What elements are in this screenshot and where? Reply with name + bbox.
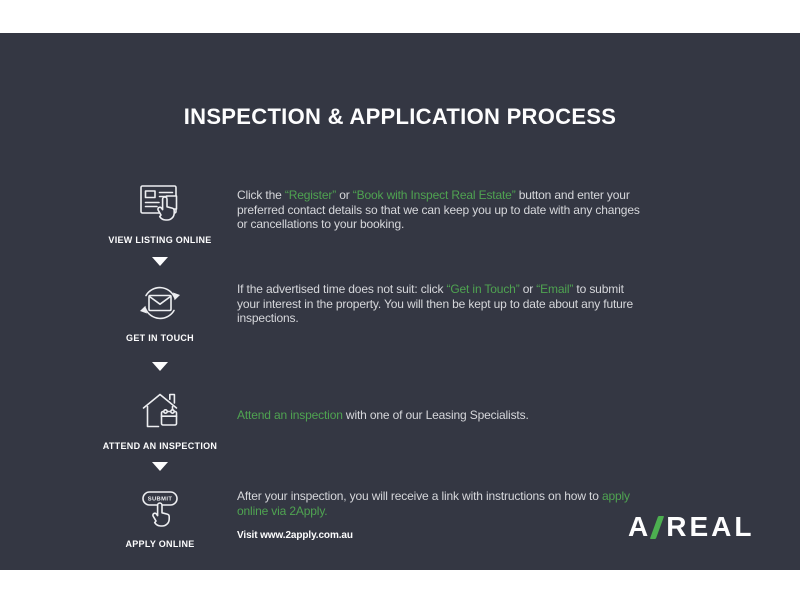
page-title: INSPECTION & APPLICATION PROCESS	[183, 104, 617, 129]
text-part: to submit your interest in the property. You will then be kept up to date about any future inspections.	[237, 282, 634, 325]
text-part: with one of our Leasing Specialists.	[342, 408, 529, 422]
text-part: Click the	[237, 188, 285, 202]
step-3-icon-block	[100, 387, 220, 451]
book-with-inspect-real-estate-highlight: “Book with Inspect Real Estate”	[352, 188, 516, 202]
step-4-label: APPLY ONLINE	[125, 539, 195, 549]
logo-word: REAL	[666, 511, 755, 542]
text-part: or	[519, 282, 537, 296]
email-highlight: “Email”	[536, 282, 574, 296]
get-in-touch-icon	[136, 279, 184, 327]
areal-logo	[628, 511, 754, 543]
step-3-label: ATTEND AN INSPECTION	[102, 441, 218, 451]
step-1-icon-block	[100, 181, 220, 245]
attend-an-inspection-icon	[136, 387, 184, 435]
step-2-text	[237, 282, 641, 326]
step-1-label: VIEW LISTING ONLINE	[108, 235, 212, 245]
arrow-down-icon	[152, 462, 168, 471]
view-listing-online-icon	[136, 181, 184, 229]
get-in-touch-highlight: “Get in Touch”	[446, 282, 520, 296]
step-4-icon-block	[100, 485, 220, 549]
visit-2apply-note: Visit www.2apply.com.au	[237, 530, 353, 541]
step-2-icon-block	[100, 279, 220, 343]
step-1-text	[237, 188, 641, 232]
logo-slash-icon	[650, 516, 664, 539]
apply-online-highlight: apply online via 2Apply.	[237, 489, 630, 518]
attend-an-inspection-highlight: Attend an inspection	[237, 408, 343, 422]
arrow-down-icon	[152, 362, 168, 371]
logo-letter: A	[628, 511, 652, 542]
step-4-text	[237, 489, 641, 518]
text-part: If the advertised time does not suit: click	[237, 282, 447, 296]
text-part: button and enter your preferred contact details so that we can keep you up to date with any changes or cancellations to your booking.	[237, 188, 640, 231]
apply-online-icon	[136, 485, 184, 533]
register-highlight: “Register”	[284, 188, 337, 202]
text-part: or	[336, 188, 353, 202]
arrow-down-icon	[152, 257, 168, 266]
step-3-text	[237, 408, 641, 423]
text-part: After your inspection, you will receive a link with instructions on how to	[237, 489, 602, 503]
submit-button-label: SUBMIT	[147, 496, 173, 503]
step-2-label: GET IN TOUCH	[126, 333, 194, 343]
dark-panel	[0, 33, 800, 570]
